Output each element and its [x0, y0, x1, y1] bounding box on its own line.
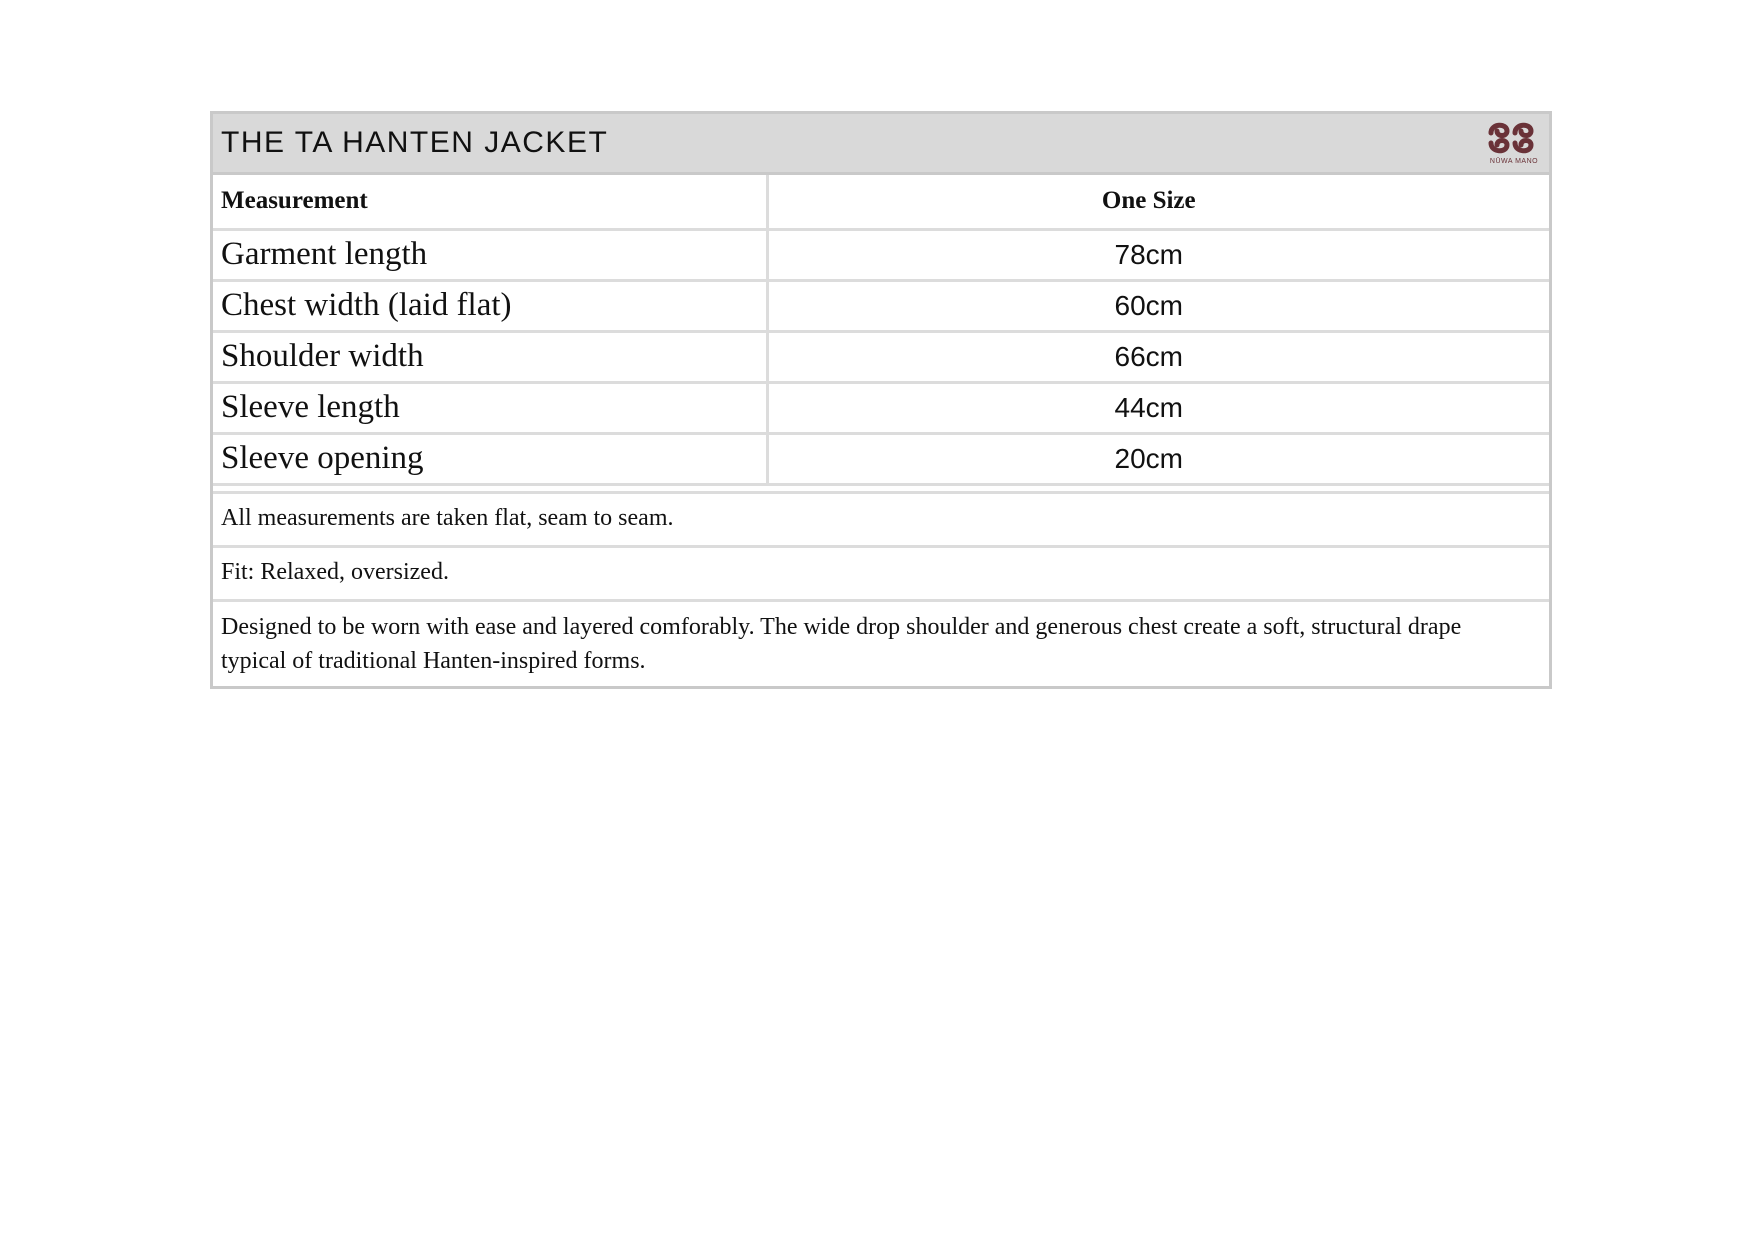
brand-logo-mark [1485, 117, 1543, 159]
measurement-label: Shoulder width [213, 331, 767, 382]
measurement-value: 20cm [767, 433, 1549, 484]
measurement-label: Sleeve length [213, 382, 767, 433]
table-row [213, 280, 1549, 331]
table-divider [213, 486, 1549, 494]
measurement-label: Chest width (laid flat) [213, 280, 767, 331]
column-header-size: One Size [767, 175, 1549, 229]
measurement-note: All measurements are taken flat, seam to seam. [213, 494, 1549, 548]
measurement-value: 60cm [767, 280, 1549, 331]
measurement-value: 66cm [767, 331, 1549, 382]
table-row [213, 331, 1549, 382]
table-row [213, 382, 1549, 433]
table-row [213, 433, 1549, 484]
measurement-label: Sleeve opening [213, 433, 767, 484]
size-guide-header [213, 114, 1549, 175]
product-title: THE TA HANTEN JACKET [221, 126, 609, 159]
size-guide-sheet [210, 111, 1552, 689]
table-header-row [213, 175, 1549, 229]
measurement-label: Garment length [213, 229, 767, 280]
table-row [213, 229, 1549, 280]
fit-note: Fit: Relaxed, oversized. [213, 548, 1549, 602]
measurement-table [213, 175, 1549, 486]
measurement-value: 44cm [767, 382, 1549, 433]
measurement-value: 78cm [767, 229, 1549, 280]
brand-logo-wordmark: NŪWA MANO [1489, 158, 1539, 165]
brand-logo [1485, 117, 1543, 169]
column-header-measurement: Measurement [213, 175, 767, 229]
description-note: Designed to be worn with ease and layered comforably. The wide drop shoulder and generous chest create a soft, structural drape typical of traditional Hanten-inspired forms. [221, 613, 1462, 674]
